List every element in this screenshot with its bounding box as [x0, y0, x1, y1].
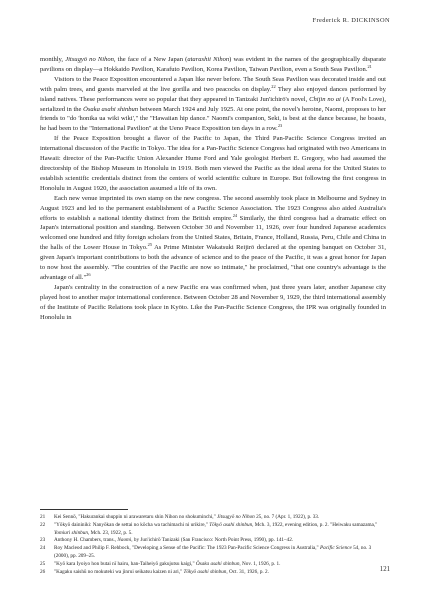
- footnote-number: 24: [40, 545, 46, 552]
- italic-text: Ōsaka asahi shinbun: [195, 560, 240, 567]
- footnote-ref: 24: [232, 212, 238, 218]
- footnote: [40, 522, 386, 538]
- body-text: [40, 55, 386, 322]
- footnote-ref: 22: [271, 83, 276, 89]
- text-run: "Yōkyō daininiki: Nanyōkan de settai no kōcha wa tachimachi ni urikire,": [54, 521, 210, 528]
- page-number: 121: [379, 566, 390, 573]
- italic-text: Jitsugyō no Nihon: [217, 514, 255, 520]
- footnote-divider: [40, 509, 128, 510]
- paragraph: [40, 194, 386, 283]
- text-run: Visitors to the Peace Exposition encountered a Japan like never before. The South Seas Pavilion was decorated inside and out with palm trees, and guests marveled at the live gorilla and two peacocks on display.: [40, 75, 386, 93]
- text-run: (A Fool's Love), serialized in the: [40, 95, 386, 113]
- paragraph: [40, 55, 386, 75]
- italic-text: Pacific Science: [319, 545, 352, 552]
- footnote-number: 22: [40, 521, 46, 528]
- text-run: If the Peace Exposition brought a flavor of the Pacific to Japan, the Third Pan-Pacific Science Congress invited an international discussion of the Pacific in Tokyo. The idea for a Pan-Pacific Science Congress had originated with two Americans in Hawaii: director of the Pan-Pacific Union Alexander Hume Ford and Yale geologist Herbert E. Gregory, who had assumed the directorship of the Bishop Museum in Honolulu in 1919. Both men viewed the Pacific as the ideal arena for the United States to establish scientific credentials distinct from the centers of world scientific culture in Europe. But following the first congress in Honolulu in August 1920, the association assumed a life of its own.: [40, 135, 386, 192]
- italic-text: Chijin no ai: [309, 95, 341, 103]
- text-run: Each new venue imprinted its own stamp on the new congress. The second assembly took place in Melbourne and Sydney in August 1923 and led to the permanent establishment of a Pacific Science Association. The 1923 Congress also aided Australia's efforts to establish a national identity distinct from the British empire.: [40, 194, 386, 222]
- footnote-ref: 25: [147, 242, 153, 248]
- text-run: Kei Sennō, "Hakurankai shuppin ni arawaretaru shin Nihon no shokuminchi,": [54, 514, 217, 520]
- footnotes: [40, 514, 386, 576]
- text-run: As Prime Minister Wakatsuki Reijirō declared at the opening banquet on October 31, given Japan's important contributions to both the advance of science and to the peace of the Pacific, it was a great honor for Japan to now host the assembly. "The countries of the Pacific are now so intimate," he proclaimed, "that one country's advantage is the advantage of all.": [40, 244, 386, 281]
- text-run: ) was evident in the names of the geographically disparate pavilions on display—a Hokkaido Pavilion, Karafuto Pavilion, Korea Pavilion, Taiwan Pavilion, even a South Seas Pavilion.: [40, 56, 386, 73]
- italic-text: Tōkyō asahi shinbun: [183, 568, 227, 575]
- footnote-ref: 21: [367, 63, 372, 69]
- footnote-ref: 26: [86, 271, 91, 277]
- text-run: Japan's centrality in the construction of a new Pacific era was confirmed when, just three years later, another Japanese city played host to another major international conference. Between October 28 and November 9, 1929, the third international assembly of the Institute of Pacific Relations took place in Kyōto. Like the Pan-Pacific Science Congress, the IPR was originally founded in Honolulu in: [40, 283, 386, 321]
- paragraph: [40, 75, 386, 134]
- paragraph: [40, 283, 386, 323]
- text-run: They also enjoyed dances performed by island natives. These performances were so popular that they appeared in Tanizaki Jun'ichirō's novel,: [40, 85, 386, 103]
- italic-text: Jitsugyō no Nihon: [65, 56, 114, 63]
- italic-text: Ōsaka asahi shinbun: [83, 105, 139, 113]
- footnote-number: 23: [40, 537, 46, 544]
- text-run: Roy Macleod and Philip F. Rehbock, "Developing a Sense of the Pacific: The 1923 Pan-Pacific Science Congress in Australia,": [54, 545, 320, 552]
- text-run: monthly,: [40, 56, 66, 63]
- text-run: Similarly, the third congress had a dramatic effect on Japan's international position and standing. Between October 30 and November 11, 1926, over four hundred Japanese academics welcomed one hundred and fifty foreign scholars from the United States, Britain, France, Holland, Russia, Peru, Chile and China in the halls of the Lower House in Tokyo.: [40, 214, 386, 252]
- running-header: Frederick R. DICKINSON: [312, 17, 390, 24]
- footnote: [40, 561, 386, 569]
- text-run: 54, no. 3 (2000), pp. 209–25.: [54, 545, 372, 559]
- footnote-number: 21: [40, 514, 46, 520]
- footnote-ref: 23: [277, 123, 283, 129]
- text-run: Anthony H. Chambers, trans.,: [54, 537, 118, 544]
- text-run: between March 1924 and July 1925. At one point, the novel's heroine, Naomi, proposes to her friends to "do 'honika ua wiki wiki'," the "Hawaiian hip dance." Naomi's companion, Seki, is best at the dance because, he boasts, he had been to the "International Pavilion" at the Ueno Peace Exposition ten days in a row.: [40, 105, 386, 133]
- footnote-text: [54, 522, 386, 538]
- text-run: 25, no. 7 (Apr. 1, 1922), p. 33.: [254, 514, 320, 520]
- italic-text: Naomi: [117, 537, 132, 544]
- text-run: , Mch. 3, 1922, evening edition, p. 2. "Heiwaku samazama,": [252, 521, 378, 528]
- text-run: , Mch. 23, 1922, p. 5.: [87, 529, 133, 536]
- italic-text: Tōkyō asahi shinbun: [209, 521, 253, 528]
- footnote-number: 26: [40, 568, 46, 575]
- italic-text: Yomiuri shinbun: [54, 529, 88, 536]
- text-run: , by Jun'ichirō Tanizaki (San Francisco: North Point Press, 1990), pp. 141–42.: [131, 537, 294, 544]
- footnote-text: [54, 569, 386, 577]
- footnote-text: [54, 514, 386, 522]
- footnote: [40, 569, 386, 577]
- text-run: "Kagaku saishū no mokuteki wa jinrui seikatsu kaizen ni ari,": [54, 568, 184, 575]
- paragraph: [40, 134, 386, 193]
- footnote: [40, 514, 386, 522]
- footnote: [40, 545, 386, 561]
- text-run: , Nov. 1, 1926, p. 1.: [239, 560, 281, 567]
- footnote-number: 25: [40, 560, 46, 567]
- footnote-text: [54, 561, 386, 569]
- text-run: , Oct. 31, 1926, p. 2.: [226, 568, 269, 575]
- text-run: , the face of a New Japan (: [113, 56, 188, 63]
- footnote-text: [54, 545, 386, 561]
- text-run: "Kyō kara Iyoiyo hon butai nī hairu, han-Taiheiyō gakujutsu kaigi,": [54, 560, 196, 567]
- italic-text: atarashii Nihon: [187, 56, 230, 63]
